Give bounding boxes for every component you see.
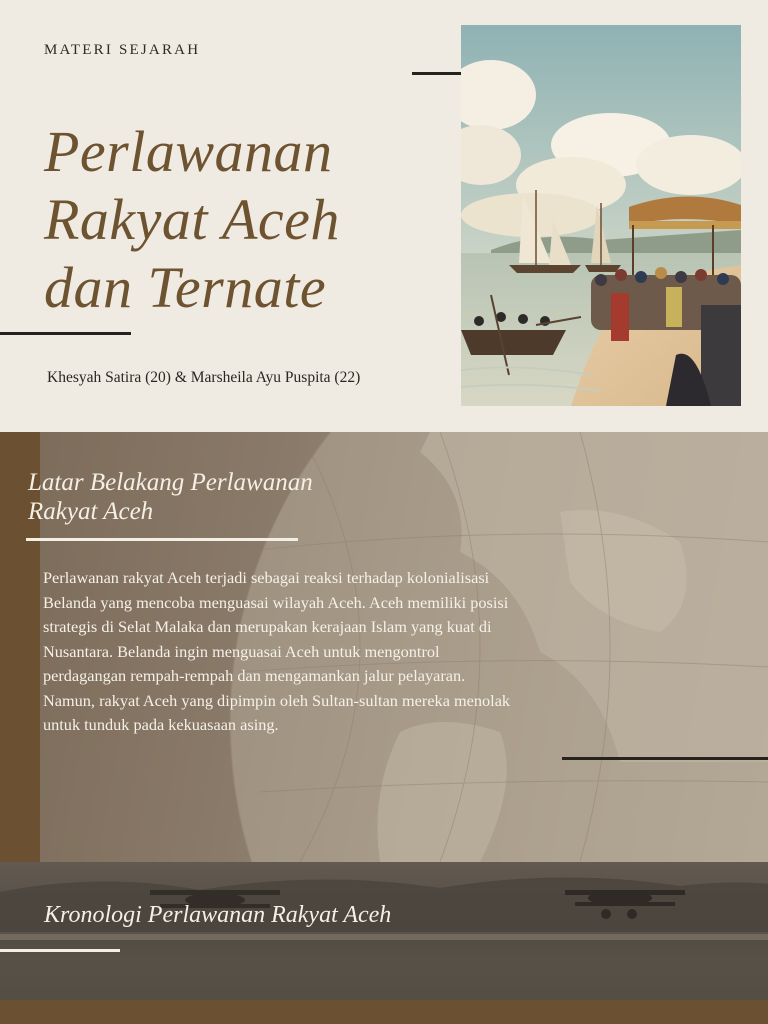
section-divider <box>26 538 298 541</box>
bottom-accent-strip <box>0 1000 768 1024</box>
section-title-line: Rakyat Aceh <box>28 498 154 525</box>
subject-label: MATERI SEJARAH <box>44 42 201 58</box>
title-line: Rakyat Aceh <box>44 187 340 252</box>
chronology-section <box>0 862 768 1024</box>
paragraph-line: Perlawanan rakyat Aceh terjadi sebagai reaksi terhadap kolonialisasi <box>43 568 490 587</box>
paragraph-line: strategis di Selat Malaka dan merupakan kerajaan Islam yang kuat di <box>43 617 492 636</box>
background-section <box>0 432 768 862</box>
title-line: dan Ternate <box>44 255 327 320</box>
divider-left <box>0 332 131 335</box>
cover-header <box>0 0 768 432</box>
section-title-line: Latar Belakang Perlawanan <box>28 469 313 496</box>
chronology-divider <box>0 949 120 952</box>
section-title-background <box>28 468 388 526</box>
historical-painting <box>461 25 741 406</box>
authors-line: Khesyah Satira (20) & Marsheila Ayu Puspita (22) <box>47 369 361 386</box>
divider-right <box>562 757 768 760</box>
title-line: Perlawanan <box>44 119 333 184</box>
paragraph-line: perdagangan rempah-rempah dan mengamankan jalur pelayaran. <box>43 666 466 685</box>
paragraph-line: Nusantara. Belanda ingin menguasai Aceh untuk mengontrol <box>43 641 440 661</box>
paragraph-line: untuk tunduk pada kekuasaan asing. <box>43 715 279 734</box>
background-paragraph <box>43 566 643 738</box>
paragraph-line: Belanda yang mencoba menguasai wilayah Aceh. Aceh memiliki posisi <box>43 592 509 612</box>
airfield-photo-background <box>0 862 768 1002</box>
page-title <box>44 118 424 322</box>
section-title-chronology: Kronologi Perlawanan Rakyat Aceh <box>44 902 392 928</box>
paragraph-line: Namun, rakyat Aceh yang dipimpin oleh Sultan-sultan mereka menolak <box>43 690 511 710</box>
